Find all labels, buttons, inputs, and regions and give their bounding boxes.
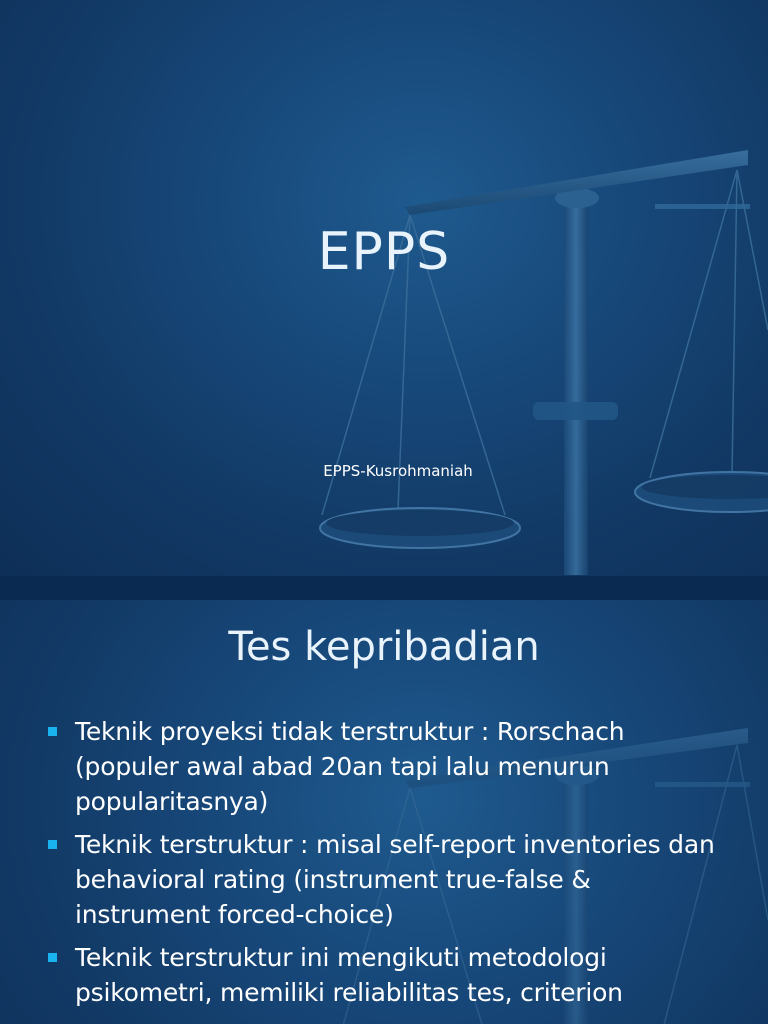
bullet-list [48, 714, 718, 1018]
square-bullet-icon [48, 727, 57, 736]
bullet-text: Teknik terstruktur : misal self-report inventories dan behavioral rating (instrument true-false & instrument forced-choice) [75, 830, 715, 929]
slide-title: EPPS [317, 222, 451, 282]
slide-separator [0, 576, 768, 600]
bullet-text: Teknik proyeksi tidak terstruktur : Rorschach (populer awal abad 20an tapi lalu menurun popularitasnya) [75, 717, 625, 816]
slide-2 [0, 600, 768, 1024]
bullet-text: Teknik terstruktur ini mengikuti metodologi psikometri, memiliki reliabilitas tes, criterion [75, 943, 623, 1007]
square-bullet-icon [48, 840, 57, 849]
list-item [48, 827, 718, 932]
slide-title: Tes kepribadian [228, 624, 540, 670]
square-bullet-icon [48, 953, 57, 962]
list-item [48, 940, 718, 1010]
slide-subtitle: EPPS-Kusrohmaniah [323, 462, 473, 480]
list-item [48, 714, 718, 819]
